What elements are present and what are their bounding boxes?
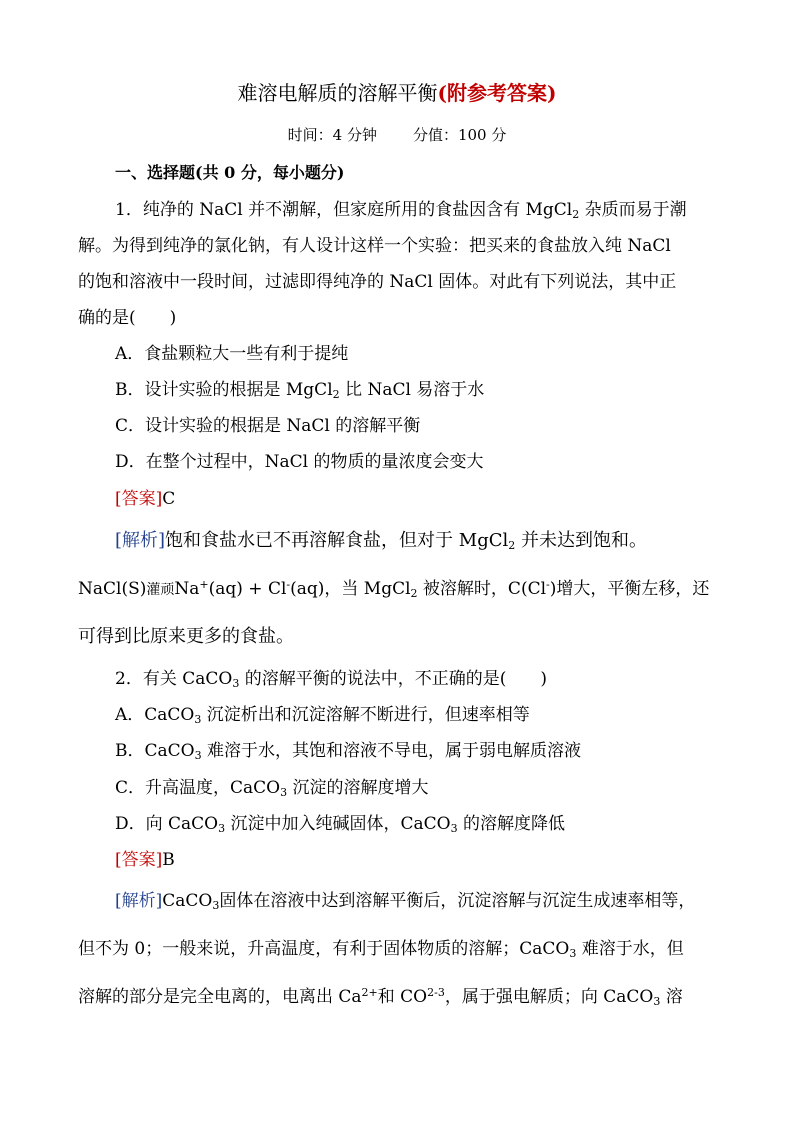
answer-value: B <box>162 850 175 870</box>
q1-option-a: A．食盐颗粒大一些有利于提纯 <box>115 344 349 364</box>
exam-meta <box>0 124 794 146</box>
page-title <box>0 80 794 106</box>
q1-analysis-line3: 可得到比原来更多的食盐。 <box>78 626 294 647</box>
title-main: 难溶电解质的溶解平衡 <box>237 81 438 105</box>
analysis-tag: [解析] <box>115 530 166 551</box>
answer-tag: [答案] <box>115 850 163 870</box>
q2-stem: 2．有关 CaCO$_3$ 的溶解平衡的说法中，不正确的是( ) <box>115 669 547 690</box>
q2-option-c: C．升高温度，CaCO$_3$ 沉淀的溶解度增大 <box>115 778 429 799</box>
score-value: 分值：100 分 <box>412 126 507 144</box>
q1-analysis-line1: [解析]饱和食盐水已不再溶解食盐，但对于 MgCl$_2$ 并未达到饱和。 <box>115 530 647 552</box>
q2-analysis-line2: 但不为 0；一般来说，升高温度，有利于固体物质的溶解；CaCO$_3$ 难溶于水，但 <box>78 939 684 960</box>
q1-stem-line1: 1．纯净的 NaCl 并不潮解，但家庭所用的食盐因含有 MgCl$_2$ 杂质而易于潮 <box>115 200 687 221</box>
q2-option-d: D．向 CaCO$_3$ 沉淀中加入纯碱固体，CaCO$_3$ 的溶解度降低 <box>115 814 566 835</box>
q2-option-a: A．CaCO$_3$ 沉淀析出和沉淀溶解不断进行，但速率相等 <box>115 705 530 726</box>
answer-value: C <box>162 489 176 509</box>
section-heading: 一、选择题(共 0 分，每小题分) <box>115 163 345 182</box>
analysis-tag: [解析] <box>115 891 163 911</box>
q1-option-b: B．设计实验的根据是 MgCl$_2$ 比 NaCl 易溶于水 <box>115 380 485 401</box>
q2-option-b: B．CaCO$_3$ 难溶于水，其饱和溶液不导电，属于弱电解质溶液 <box>115 741 581 762</box>
time-limit: 时间：4 分钟 <box>287 126 377 144</box>
q2-analysis-line1: [解析]CaCO$_3$固体在溶液中达到溶解平衡后，沉淀溶解与沉淀生成速率相等， <box>115 891 696 912</box>
answer-tag: [答案] <box>115 489 163 509</box>
q1-stem-line4: 确的是( ) <box>78 308 177 328</box>
q2-answer <box>115 849 175 871</box>
title-suffix: (附参考答案) <box>437 81 557 105</box>
q1-analysis-line2: NaCl(S)灌顽Na+(aq) + Cl-(aq)，当 MgCl$_2$ 被溶解时，C(Cl-)增大，平衡左移，还 <box>78 578 710 600</box>
q2-analysis-line3: 溶解的部分是完全电离的，电离出 $Ca^{2+}$和 CO$^{2-3}$，属于强电解质；向 CaCO$_3$ 溶 <box>78 986 683 1008</box>
q1-answer <box>115 488 175 510</box>
q1-stem-line3: 的饱和溶液中一段时间，过滤即得纯净的 NaCl 固体。对此有下列说法，其中正 <box>78 272 677 292</box>
q1-option-d: D．在整个过程中，NaCl 的物质的量浓度会变大 <box>115 452 484 472</box>
q1-stem-line2: 解。为得到纯净的氯化钠，有人设计这样一个实验：把买来的食盐放入纯 NaCl <box>78 236 671 256</box>
q1-option-c: C．设计实验的根据是 NaCl 的溶解平衡 <box>115 416 421 436</box>
